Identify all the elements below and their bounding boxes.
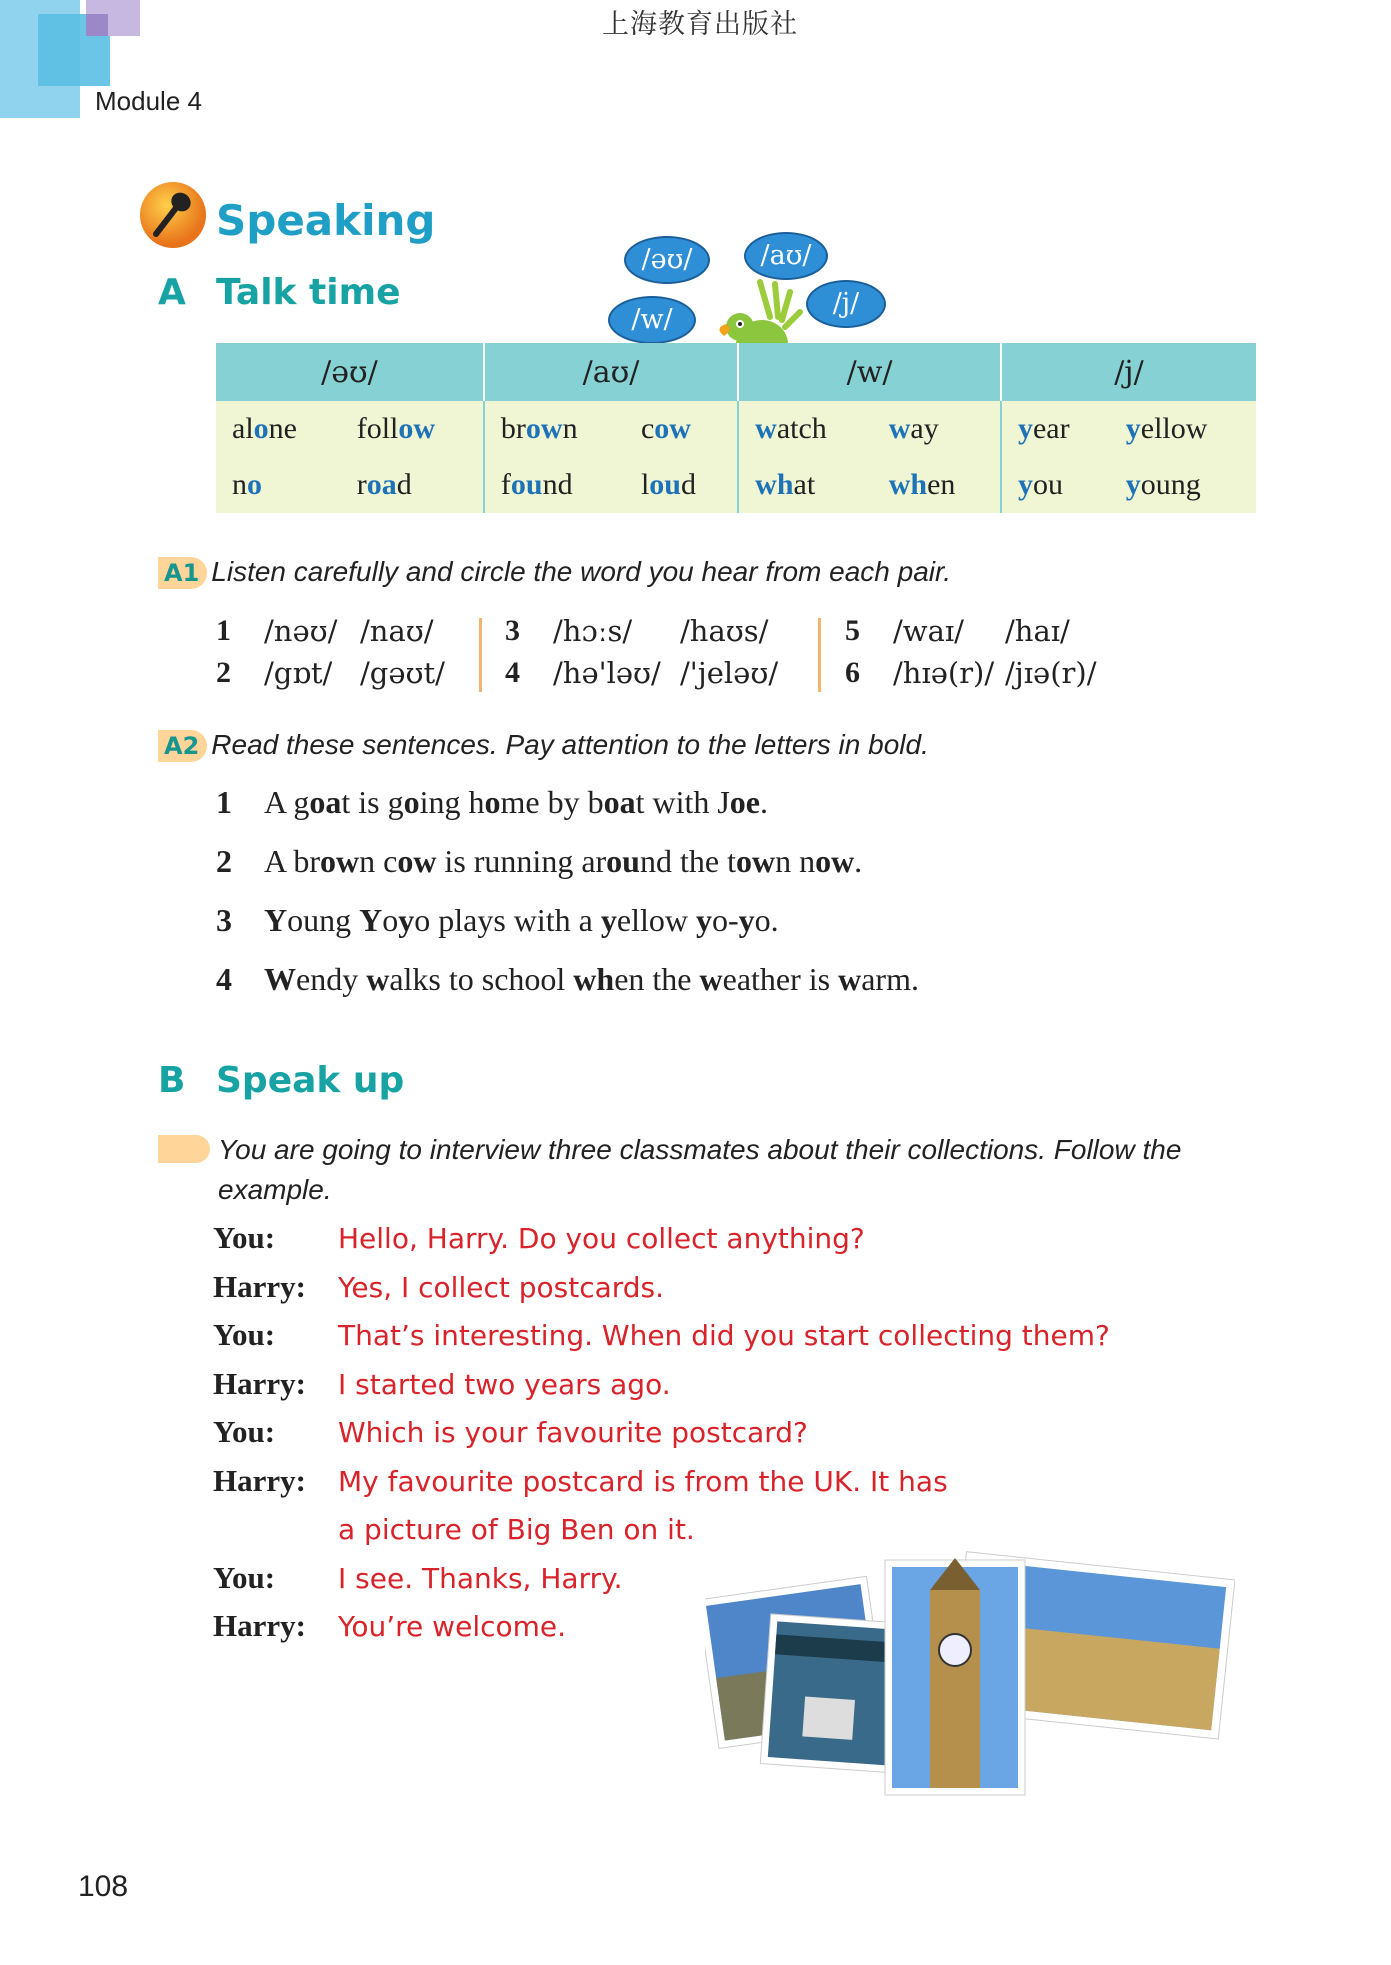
table-header: /w/ bbox=[738, 343, 1001, 401]
table-word: loud bbox=[640, 468, 696, 501]
phoneme-bubble: /j/ bbox=[806, 280, 886, 328]
section-b-title: Speak up bbox=[216, 1060, 405, 1101]
pair-number: 6 bbox=[845, 656, 860, 689]
dialogue-speaker: Harry: bbox=[213, 1365, 306, 1401]
table-word: year bbox=[1017, 412, 1070, 445]
dialogue-line: My favourite postcard is from the UK. It has bbox=[338, 1464, 948, 1498]
pair-number: 1 bbox=[216, 614, 231, 647]
table-word: follow bbox=[356, 412, 436, 445]
phoneme-option[interactable]: /hɪə(r)/ bbox=[893, 656, 995, 690]
table-word: way bbox=[888, 412, 939, 445]
sentence: 4 Wendy walks to school when the weather is warm. bbox=[216, 961, 919, 997]
phoneme-option[interactable]: /haʊs/ bbox=[680, 614, 769, 648]
table-word: found bbox=[500, 468, 573, 501]
task-instruction: Read these sentences. Pay attention to the letters in bold. bbox=[211, 729, 929, 760]
pair-number: 4 bbox=[505, 656, 520, 689]
page-number: 108 bbox=[78, 1870, 129, 1903]
phoneme-option[interactable]: /waɪ/ bbox=[893, 614, 964, 648]
section-a-title: Talk time bbox=[216, 272, 401, 313]
dialogue-speaker: You: bbox=[213, 1559, 276, 1595]
phoneme-bubble: /w/ bbox=[608, 296, 696, 344]
task-tag bbox=[158, 1135, 210, 1163]
pair-number: 2 bbox=[216, 656, 231, 689]
phoneme-bubble: /əʊ/ bbox=[624, 236, 710, 284]
table-word: alone bbox=[232, 412, 297, 445]
section-b-letter: B bbox=[158, 1060, 186, 1101]
table-word: no bbox=[232, 468, 262, 501]
corner-decoration bbox=[86, 14, 108, 36]
pair-number: 5 bbox=[845, 614, 860, 647]
table-word: young bbox=[1125, 468, 1201, 501]
phoneme-option[interactable]: /hɔːs/ bbox=[553, 614, 633, 648]
table-word: road bbox=[356, 468, 412, 501]
phoneme-table bbox=[216, 343, 1256, 513]
task-instruction: Listen carefully and circle the word you hear from each pair. bbox=[211, 556, 952, 587]
phoneme-option[interactable]: /gɒt/ bbox=[264, 656, 333, 690]
dialogue-speaker: Harry: bbox=[213, 1268, 306, 1304]
phoneme-option[interactable]: /jɪə(r)/ bbox=[1005, 656, 1097, 690]
divider bbox=[818, 618, 821, 692]
task-instruction: You are going to interview three classmates about their collections. Follow the example. bbox=[218, 1134, 1182, 1205]
table-header: /aʊ/ bbox=[484, 343, 738, 401]
table-word: when bbox=[888, 468, 956, 501]
dialogue-line: Hello, Harry. Do you collect anything? bbox=[338, 1222, 865, 1255]
dialogue-speaker: Harry: bbox=[213, 1608, 306, 1643]
dialogue-line: Which is your favourite postcard? bbox=[338, 1416, 808, 1449]
phoneme-option[interactable]: /hə'ləʊ/ bbox=[553, 656, 661, 690]
phoneme-option[interactable]: /haɪ/ bbox=[1005, 614, 1070, 648]
phoneme-bubble: /aʊ/ bbox=[744, 232, 828, 280]
table-row bbox=[216, 401, 1256, 457]
phoneme-option[interactable]: /nəʊ/ bbox=[264, 614, 338, 648]
table-word: you bbox=[1017, 468, 1063, 501]
section-a-letter: A bbox=[158, 272, 186, 313]
table-word: what bbox=[755, 468, 816, 501]
task-tag: A1 bbox=[158, 557, 207, 589]
dialogue-line: Yes, I collect postcards. bbox=[338, 1270, 665, 1304]
divider bbox=[479, 618, 482, 692]
dialogue-speaker: You: bbox=[213, 1414, 276, 1449]
table-word: watch bbox=[755, 412, 827, 445]
task-a2 bbox=[158, 729, 929, 761]
task-a1 bbox=[158, 556, 951, 588]
publisher-name: 上海教育出版社 bbox=[602, 9, 798, 40]
sentence: 2 A brown cow is running around the town now. bbox=[216, 843, 863, 879]
dialogue-line: That’s interesting. When did you start collecting them? bbox=[338, 1319, 1110, 1352]
phoneme-option[interactable]: /gəʊt/ bbox=[360, 656, 445, 690]
phoneme-option[interactable]: /'jeləʊ/ bbox=[680, 656, 779, 690]
dialogue-line: a picture of Big Ben on it. bbox=[338, 1513, 695, 1546]
microphone-icon bbox=[138, 180, 208, 250]
dialogue-line: You’re welcome. bbox=[338, 1610, 567, 1643]
phoneme-option[interactable]: /naʊ/ bbox=[360, 614, 434, 648]
table-header: /əʊ/ bbox=[216, 343, 484, 401]
pair-number: 3 bbox=[505, 614, 520, 647]
dialogue-speaker: You: bbox=[213, 1317, 276, 1352]
module-label: Module 4 bbox=[95, 86, 202, 116]
dialogue-line: I see. Thanks, Harry. bbox=[338, 1561, 623, 1595]
table-row bbox=[216, 457, 1256, 513]
sentence: 3 Young Yoyo plays with a yellow yo-yo. bbox=[216, 902, 779, 938]
task-tag: A2 bbox=[158, 730, 207, 762]
table-word: brown bbox=[500, 412, 578, 445]
speaking-title: Speaking bbox=[216, 196, 436, 245]
dialogue-speaker: You: bbox=[213, 1220, 276, 1255]
table-header: /j/ bbox=[1001, 343, 1256, 401]
dialogue-line: I started two years ago. bbox=[338, 1367, 671, 1401]
table-word: cow bbox=[640, 412, 691, 445]
sentence: 1 A goat is going home by boat with Joe. bbox=[216, 784, 768, 820]
table-word: yellow bbox=[1125, 412, 1208, 445]
dialogue-speaker: Harry: bbox=[213, 1462, 306, 1498]
postcards-image bbox=[705, 1550, 1235, 1800]
